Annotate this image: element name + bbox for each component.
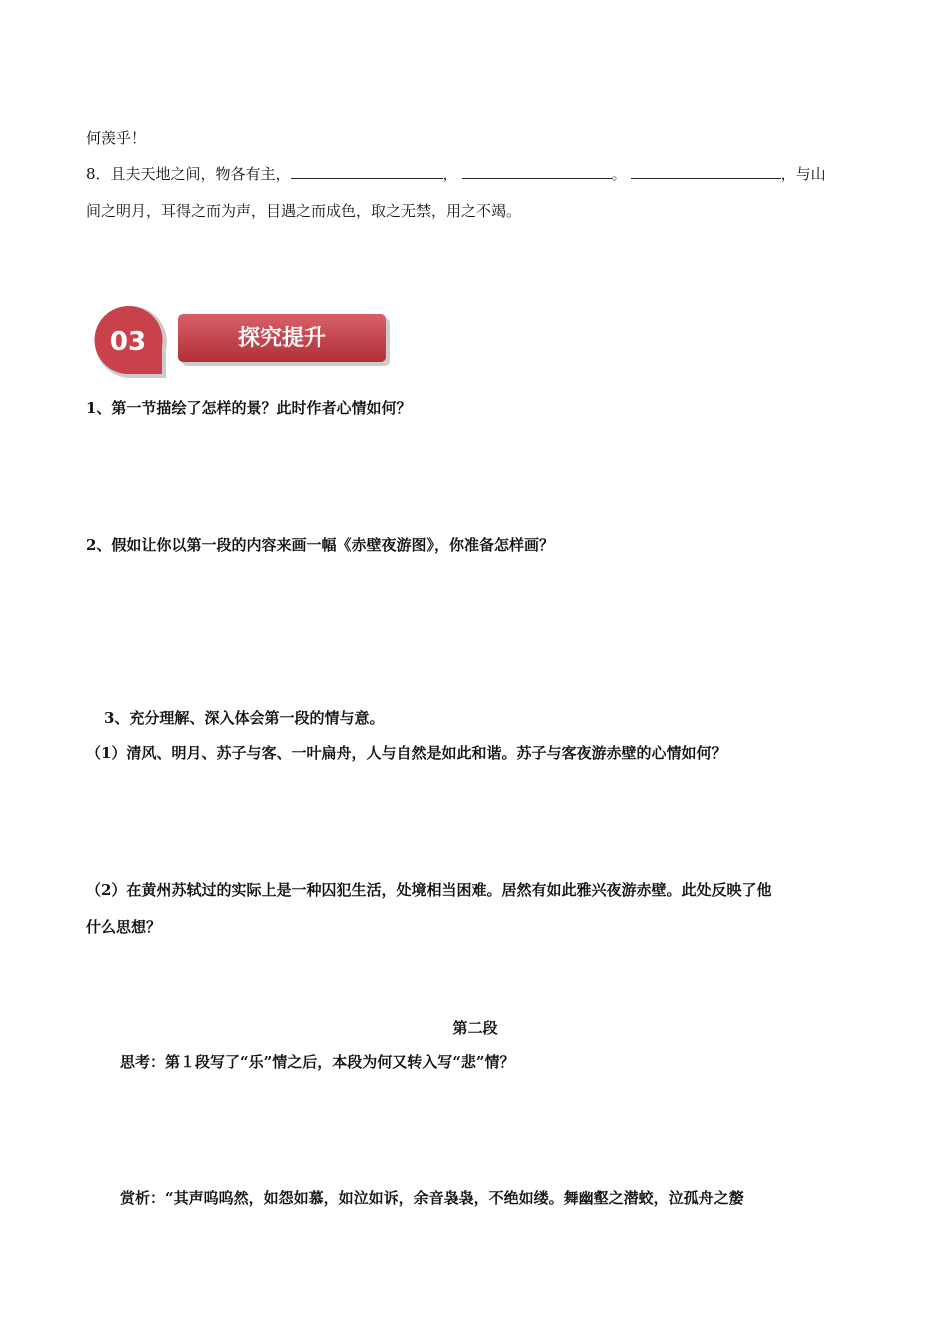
paragraph-2-heading: 第二段 xyxy=(452,1019,498,1037)
question-3: 3、充分理解、深入体会第一段的情与意。 xyxy=(104,709,385,727)
fill-blank-1[interactable] xyxy=(291,164,443,179)
section-badge-graphic xyxy=(88,302,398,382)
section-number: 03 xyxy=(109,327,147,357)
fill-blank-2[interactable] xyxy=(462,164,612,179)
paragraph-2-think: 思考：第１段写了“乐”情之后，本段为何又转入写“悲”情？ xyxy=(120,1053,515,1071)
continued-line: 何羡乎！ xyxy=(86,129,147,147)
fill-blank-3[interactable] xyxy=(631,164,781,179)
question-8-line1 xyxy=(86,164,826,184)
question-8-line2: 间之明月，耳得之而为声，目遇之而成色，取之无禁，用之不竭。 xyxy=(86,202,522,220)
question-8-sep2: 。 xyxy=(611,165,627,183)
question-3-2-line2: 什么思想？ xyxy=(86,918,162,936)
section-title: 探究提升 xyxy=(237,326,327,351)
question-3-1: （1）清风、明月、苏子与客、一叶扁舟，人与自然是如此和谐。苏子与客夜游赤壁的心情如何？ xyxy=(86,744,727,762)
question-8-sep1: ， xyxy=(442,165,458,183)
question-1: 1、第一节描绘了怎样的景？此时作者心情如何？ xyxy=(86,399,412,417)
section-badge xyxy=(88,302,398,382)
question-8-prefix: 8．且夫天地之间，物各有主， xyxy=(86,165,291,183)
question-2: 2、假如让你以第一段的内容来画一幅《赤壁夜游图》，你准备怎样画？ xyxy=(86,536,554,554)
question-8-suffix: ，与山 xyxy=(780,165,826,183)
paragraph-2-analysis: 赏析：“其声呜呜然，如怨如慕，如泣如诉，余音袅袅，不绝如缕。舞幽壑之潜蛟，泣孤舟之嫠 xyxy=(120,1189,744,1207)
question-3-2-line1: （2）在黄州苏轼过的实际上是一种囚犯生活，处境相当困难。居然有如此雅兴夜游赤壁。此处反映了他 xyxy=(86,881,772,899)
